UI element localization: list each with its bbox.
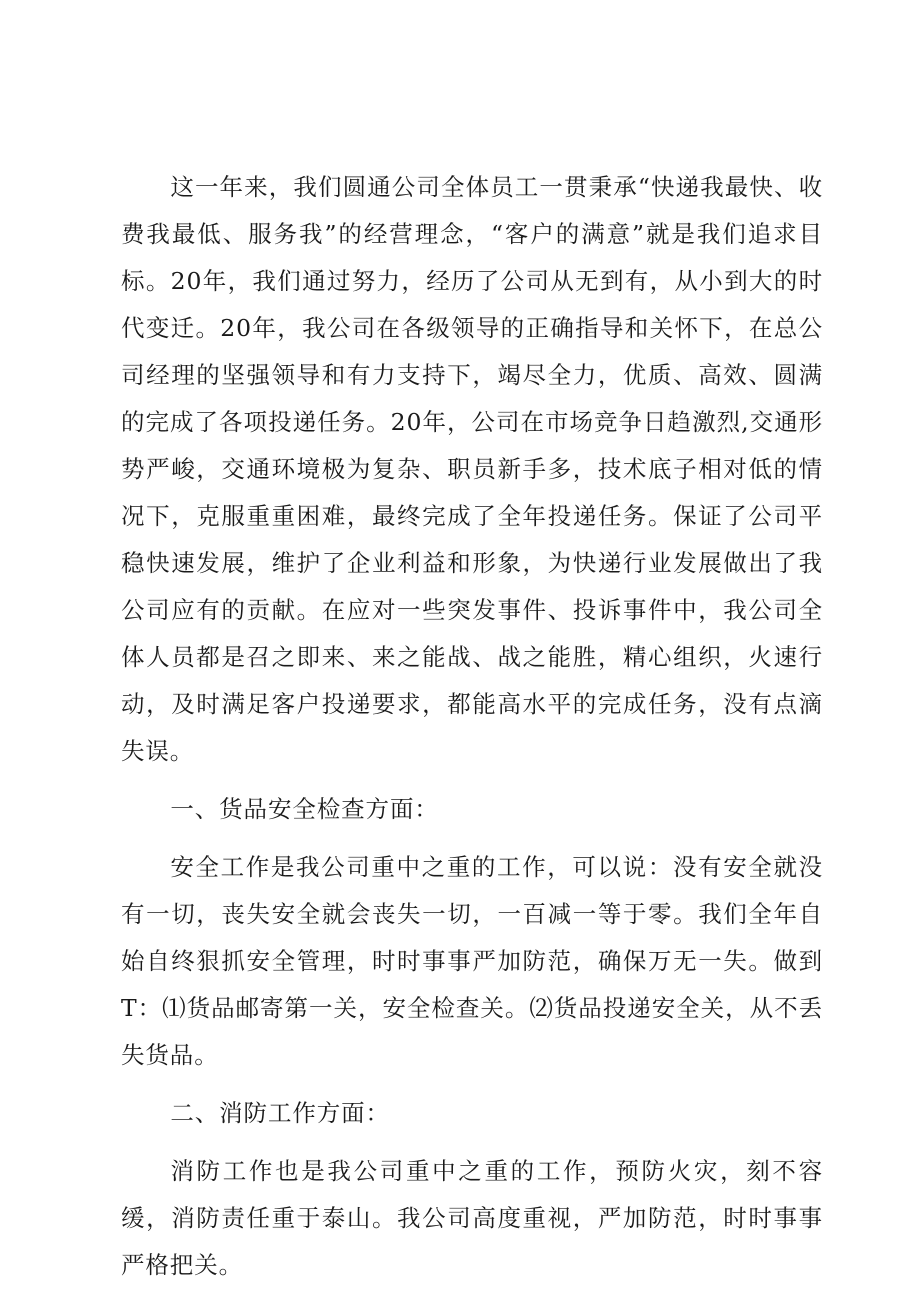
spacer	[121, 833, 823, 844]
paragraph-intro: 这一年来，我们圆通公司全体员工一贯秉承“快递我最快、收费我最低、服务我”的经营理念，“客户的满意”就是我们追求目标。20年，我们通过努力，经历了公司从无到有，从小到大的时代变迁。20年，我公司在各级领导的正确指导和关怀下，在总公司经理的坚强领导和有力支持下，竭尽全力，优质、高效、圆满的完成了各项投递任务。20年，公司在市场竞争日趋激烈,交通形势严峻，交通环境极为复杂、职员新手多，技术底子相对低的情况下，克服重重困难，最终完成了全年投递任务。保证了公司平稳快速发展，维护了企业利益和形象，为快递行业发展做出了我公司应有的贡献。在应对一些突发事件、投诉事件中，我公司全体人员都是召之即来、来之能战、战之能胜，精心组织，火速行动，及时满足客户投递要求，都能高水平的完成任务，没有点滴失误。	[121, 173, 823, 765]
paragraph-fire-safety: 消防工作也是我公司重中之重的工作，预防火灾，刻不容缓，消防责任重于泰山。我公司高度重视，严加防范，时时事事严格把关。	[121, 1157, 823, 1279]
spacer	[121, 1079, 823, 1090]
section-heading-fire-safety: 二、消防工作方面：	[170, 1099, 390, 1127]
paragraph-goods-safety: 安全工作是我公司重中之重的工作，可以说：没有安全就没有一切，丧失安全就会丧失一切，一百减一等于零。我们全年自始自终狠抓安全管理，时时事事严加防范，确保万无一失。做到T：⑴货品邮寄第一关，安全检查关。⑵货品投递安全关，从不丢失货品。	[121, 853, 823, 1069]
section-heading-goods-safety: 一、货品安全检查方面：	[170, 795, 439, 823]
spacer	[121, 775, 823, 786]
spacer	[121, 1137, 823, 1148]
document-body	[121, 164, 823, 1289]
